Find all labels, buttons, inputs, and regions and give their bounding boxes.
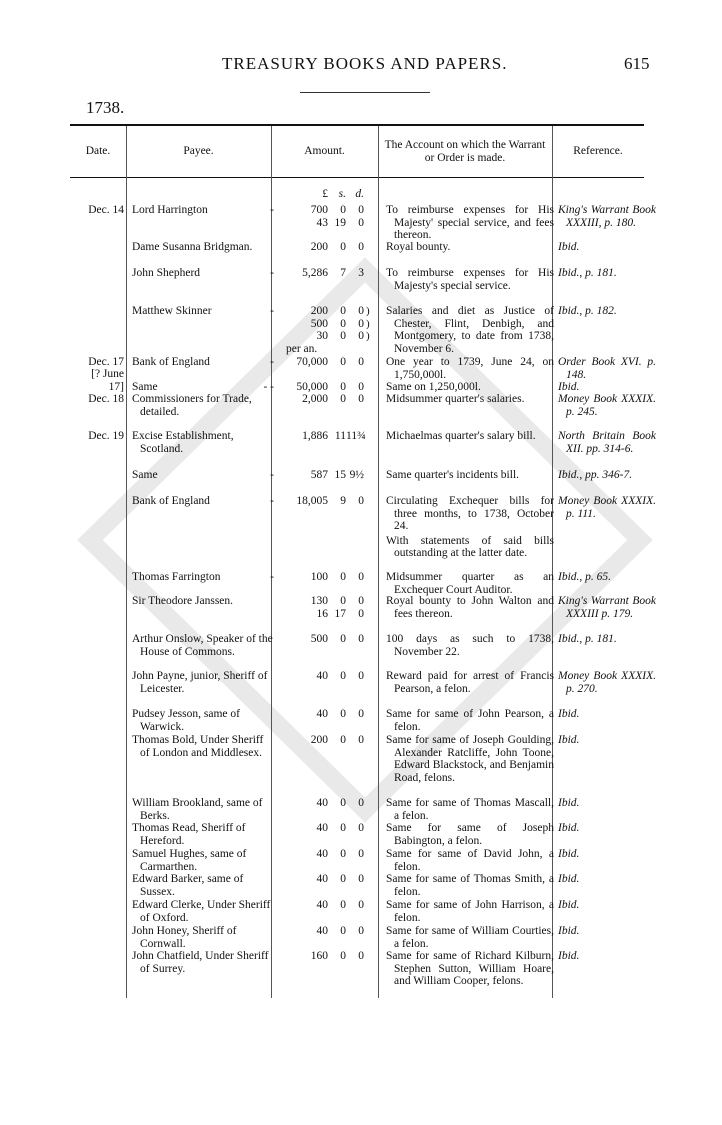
row-payee [132,430,274,455]
table-header-rule [70,177,644,178]
amount-pounds: 40 [316,848,328,860]
amount-pence: 0 [358,633,364,645]
row-account [386,708,554,733]
row-payee-name: Dame Susanna Bridgman. [132,241,253,253]
amount-pounds: 40 [316,822,328,834]
amount-line [280,708,364,721]
amount-line [280,267,364,280]
row-payee [132,595,274,608]
amount-line [280,305,364,318]
row-payee [132,708,274,733]
amount-shillings: 0 [340,241,346,253]
amount-pence: 0 [358,822,364,834]
row-account [386,393,554,406]
amount-pence: 0 [358,330,364,342]
amount-pence: 0 [358,305,364,317]
amount-pence: 0 [358,595,364,607]
amount-pence: 0 [358,899,364,911]
amount-pounds: 500 [310,633,328,645]
row-account-text: 100 days as such to 1738, November 22. [386,633,554,658]
column-divider [378,126,379,998]
row-payee-name: Sir Theodore Janssen. [132,595,234,607]
amount-line [280,241,364,254]
row-payee-leader: - - [263,381,274,393]
amount-pounds: 700 [310,204,328,216]
column-header-reference: Reference. [573,145,623,157]
amount-line [280,204,364,217]
row-amount [280,670,364,683]
amount-shillings: 0 [340,595,346,607]
row-account [386,267,554,292]
row-account-text: Michaelmas quarter's salary bill. [386,430,536,442]
amount-shillings: 0 [340,381,346,393]
row-payee [132,267,274,280]
row-account-text: Same for same of Thomas Mascall, a felon. [386,797,554,822]
amount-shillings: 0 [340,950,346,962]
amount-line [280,670,364,683]
amount-pounds: 500 [310,317,328,330]
row-account-text: Same for same of John Pearson, a felon. [386,708,554,733]
row-amount [280,708,364,721]
row-amount [280,873,364,886]
row-reference: Ibid. [558,899,580,911]
amount-line [280,381,364,394]
amount-line [280,608,364,621]
row-account [386,822,554,847]
row-reference: King's Warrant Book XXXIII p. 179. [558,595,656,620]
row-payee [132,848,274,873]
amount-pounds: 30 [316,330,328,342]
row-amount [280,571,364,584]
page-number: 615 [624,54,650,73]
amount-pence: 0 [358,708,364,720]
amount-pounds: 40 [316,925,328,937]
amount-pence: 0 [358,204,364,216]
amount-line [280,822,364,835]
amount-shillings: 0 [340,356,346,368]
row-account-text: Same for same of Joseph Goulding, Alexander Ratcliffe, John Toone, Edward Blackstock, and Benjamin Road, felons. [386,734,554,784]
amount-note: per an. [286,342,318,355]
row-payee-leader: - [270,305,274,317]
amount-line [280,393,364,406]
row-reference: Money Book XXXIX. p. 111. [558,495,656,520]
row-payee [132,950,274,975]
amount-pounds: 40 [316,670,328,682]
row-payee [132,305,274,318]
amount-line [280,495,364,508]
row-amount [280,495,364,508]
row-payee-name: Thomas Farrington [132,571,221,583]
row-amount [280,305,364,355]
row-reference: Ibid. [558,848,580,860]
unit-pounds: £ [322,188,328,200]
amount-shillings: 0 [340,734,346,746]
row-amount [280,899,364,912]
amount-line [280,318,364,331]
amount-pounds: 40 [316,899,328,911]
row-payee-leader: - [270,267,274,279]
row-payee-leader: - [270,204,274,216]
amount-pence: 0 [358,873,364,885]
row-reference: Ibid. [558,241,580,253]
row-date: Dec. 14 [88,204,124,216]
amount-pence: 0 [358,495,364,507]
row-payee [132,571,274,584]
amount-line [280,356,364,369]
row-reference: Ibid. [558,873,580,885]
amount-shillings: 0 [340,633,346,645]
row-payee-name: Bank of England [132,495,210,507]
amount-pounds: 587 [310,469,328,481]
row-account [386,241,554,254]
row-account-text: Same for same of Richard Kilburn, Stephen Sutton, William Hoare, and William Cooper, felons. [386,950,554,987]
row-reference: Money Book XXXIX. p. 245. [558,393,656,418]
amount-shillings: 15 [334,469,346,481]
row-date: [? June 17] [91,368,124,393]
row-payee [132,873,274,898]
amount-shillings: 0 [340,393,346,405]
row-payee [132,797,274,822]
amount-shillings: 17 [334,607,346,620]
row-reference: Ibid. [558,822,580,834]
row-payee-leader: - [270,571,274,583]
amount-brace: ) ) ) [366,305,370,342]
amount-pence: 3 [358,267,364,279]
row-amount [280,734,364,747]
row-payee [132,469,274,482]
amount-pence: 0 [358,607,364,620]
amount-pounds: 100 [310,571,328,583]
amount-pounds: 43 [316,216,328,229]
amount-pounds: 18,005 [296,495,328,507]
column-header-account: The Account on which the Warrant or Order is made. [384,138,546,164]
amount-pounds: 160 [310,950,328,962]
amount-shillings: 0 [340,848,346,860]
row-date: Dec. 18 [88,393,124,405]
amount-pence: 0 [358,848,364,860]
amount-pence: 0 [358,950,364,962]
amount-shillings: 19 [334,216,346,229]
row-account-text: Same for same of John Harrison, a felon. [386,899,554,924]
amount-pounds: 2,000 [302,393,328,405]
row-reference: Ibid. [558,925,580,937]
row-payee [132,393,274,418]
row-payee [132,495,274,508]
amount-shillings: 0 [340,305,346,317]
row-account-text: Midsummer quarter's salaries. [386,393,525,405]
row-account [386,950,554,988]
row-reference: Ibid., p. 65. [558,571,612,583]
column-header-amount: Amount. [304,145,345,157]
amount-pence: 0 [358,670,364,682]
row-account [386,633,554,658]
amount-line [280,925,364,938]
row-payee-name: Edward Barker, same of Sussex. [132,873,244,898]
row-account-text: Circulating Exchequer bills for three months, to 1738, October 24. [386,495,554,532]
row-account-text: Same on 1,250,000l. [386,381,481,393]
row-payee-name: Commissioners for Trade, detailed. [132,393,252,418]
row-reference: Ibid. [558,708,580,720]
row-account-note: With statements of said bills outstanding at the latter date. [386,534,554,559]
amount-shillings: 0 [340,822,346,834]
amount-pounds: 40 [316,797,328,809]
amount-line [280,899,364,912]
row-payee-name: Lord Harrington [132,204,208,216]
amount-pence: 0 [358,381,364,393]
amount-pounds: 200 [310,734,328,746]
row-payee [132,734,274,759]
row-reference: Ibid. [558,381,580,393]
row-reference: North Britain Book XII. pp. 314-6. [558,430,656,455]
amount-pounds: 16 [316,607,328,620]
row-account-text: Salaries and diet as Justice of Chester, Flint, Denbigh, and Montgomery, to date from 1738, November 6. [386,305,554,355]
row-account-text: Same for same of Joseph Babington, a felon. [386,822,554,847]
amount-pence: 0 [358,216,364,229]
row-amount [280,848,364,861]
row-reference: Ibid. [558,950,580,962]
row-account [386,495,554,560]
amount-line [280,734,364,747]
amount-shillings: 0 [340,670,346,682]
amount-line [280,848,364,861]
row-reference: Ibid. [558,734,580,746]
row-account-text: To reimburse expenses for His Majesty' special service, and fees thereon. [386,204,554,241]
amount-shillings: 7 [340,267,346,279]
column-divider [126,126,127,998]
row-reference: Ibid. [558,797,580,809]
row-payee-leader: - [270,495,274,507]
amount-line [280,633,364,646]
row-amount [280,241,364,254]
row-reference: Money Book XXXIX. p. 270. [558,670,656,695]
amount-units [280,188,364,201]
row-payee [132,381,274,394]
amount-shillings: 0 [340,925,346,937]
row-payee [132,899,274,924]
amount-pence: 9½ [349,469,364,481]
amount-pence: 11¾ [346,430,366,442]
row-reference: Order Book XVI. p. 148. [558,356,656,381]
row-payee-name: Bank of England [132,356,210,368]
amount-line [280,430,364,443]
row-payee-name: Same [132,469,158,481]
amount-pounds: 50,000 [296,381,328,393]
page-header-title: TREASURY BOOKS AND PAPERS. [222,54,508,73]
amount-shillings: 0 [340,571,346,583]
row-reference: Ibid., p. 182. [558,305,617,317]
amount-line [280,797,364,810]
amount-line [280,595,364,608]
row-payee-name: John Chatfield, Under Sheriff of Surrey. [132,950,269,975]
column-header-payee: Payee. [183,145,214,157]
row-reference: Ibid., pp. 346-7. [558,469,633,481]
row-account-text: Reward paid for arrest of Francis Pearson, a felon. [386,670,554,695]
row-date: Dec. 19 [88,430,124,442]
year-heading: 1738. [86,98,125,117]
row-amount [280,204,364,229]
row-amount [280,381,364,394]
row-amount [280,595,364,620]
amount-pence: 0 [358,571,364,583]
amount-pounds: 40 [316,873,328,885]
row-amount [280,267,364,280]
unit-pence: d. [355,188,364,200]
row-date: Dec. 17 [88,356,124,368]
row-account [386,204,554,242]
amount-pence: 0 [358,356,364,368]
row-payee [132,670,274,695]
amount-shillings: 0 [340,899,346,911]
amount-line [280,330,364,343]
row-amount [280,633,364,646]
row-amount [280,430,364,443]
row-amount [280,469,364,482]
row-payee-name: Arthur Onslow, Speaker of the House of Commons. [132,633,273,658]
row-account [386,595,554,620]
row-account [386,734,554,784]
amount-pence: 0 [358,797,364,809]
row-account [386,430,554,443]
row-amount [280,797,364,810]
row-account [386,848,554,873]
row-amount [280,356,364,369]
row-account-text: Royal bounty to John Walton and fees thereon. [386,595,554,620]
row-payee [132,204,274,217]
row-account [386,356,554,381]
amount-pounds: 1,886 [302,430,328,442]
amount-pounds: 130 [310,595,328,607]
row-reference: Ibid., p. 181. [558,267,617,279]
amount-pounds: 200 [310,241,328,253]
row-account-text: Same quarter's incidents bill. [386,469,520,481]
row-account-text: Same for same of Thomas Smith, a felon. [386,873,554,898]
amount-line [280,873,364,886]
row-payee-name: Pudsey Jesson, same of Warwick. [132,708,240,733]
amount-line [280,950,364,963]
row-account [386,469,554,482]
row-payee [132,633,274,658]
row-amount [280,950,364,963]
row-payee-name: Edward Clerke, Under Sheriff of Oxford. [132,899,271,924]
row-payee-name: John Payne, junior, Sheriff of Leicester. [132,670,268,695]
row-payee-name: Matthew Skinner [132,305,212,317]
amount-shillings: 9 [340,495,346,507]
row-account-text: One year to 1739, June 24, on 1,750,000l. [386,356,554,381]
row-account-text: Same for same of William Courties, a felon. [386,925,554,950]
amount-pounds: 200 [310,305,328,317]
row-payee [132,241,274,254]
row-account [386,873,554,898]
row-amount [280,822,364,835]
row-payee [132,356,274,369]
amount-pounds: 5,286 [302,267,328,279]
amount-shillings: 0 [340,330,346,342]
amount-pounds: 40 [316,708,328,720]
row-reference: Ibid., p. 181. [558,633,617,645]
amount-shillings: 0 [340,317,346,330]
row-payee-name: Samuel Hughes, same of Carmarthen. [132,848,247,873]
row-account [386,670,554,695]
row-payee-name: John Shepherd [132,267,201,279]
amount-line [280,469,364,482]
row-payee-name: Same [132,381,158,393]
amount-shillings: 0 [340,797,346,809]
row-account [386,305,554,355]
row-payee [132,925,274,950]
amount-shillings: 0 [340,204,346,216]
row-reference: King's Warrant Book XXXIII, p. 180. [558,204,656,229]
row-account-text: Same for same of David John, a felon. [386,848,554,873]
amount-pence: 0 [358,393,364,405]
amount-pence: 0 [358,925,364,937]
row-payee-leader: - [270,356,274,368]
row-amount [280,393,364,406]
row-payee [132,822,274,847]
row-payee-name: William Brookland, same of Berks. [132,797,263,822]
row-account-text: To reimburse expenses for His Majesty's special service. [386,267,554,292]
amount-line [280,571,364,584]
row-payee-name: John Honey, Sheriff of Cornwall. [132,925,237,950]
header-rule [300,92,430,93]
row-account-text: Royal bounty. [386,241,451,253]
row-account-text: Midsummer quarter as an Exchequer Court Auditor. [386,571,554,596]
amount-shillings: 0 [340,873,346,885]
row-account [386,571,554,596]
column-header-date: Date. [85,145,111,157]
row-account [386,797,554,822]
row-account [386,381,554,394]
amount-shillings: 11 [334,430,346,442]
row-account [386,925,554,950]
row-payee-name: Excise Establishment, Scotland. [132,430,234,455]
row-payee-name: Thomas Read, Sheriff of Hereford. [132,822,246,847]
row-payee-leader: - [270,469,274,481]
row-account [386,899,554,924]
amount-shillings: 0 [340,708,346,720]
amount-line [280,217,364,230]
amount-pounds: 70,000 [296,356,328,368]
amount-pence: 0 [358,317,364,330]
unit-shillings: s. [338,188,346,200]
amount-pence: 0 [358,734,364,746]
row-amount [280,925,364,938]
row-payee-name: Thomas Bold, Under Sheriff of London and Middlesex. [132,734,264,759]
amount-pence: 0 [358,241,364,253]
